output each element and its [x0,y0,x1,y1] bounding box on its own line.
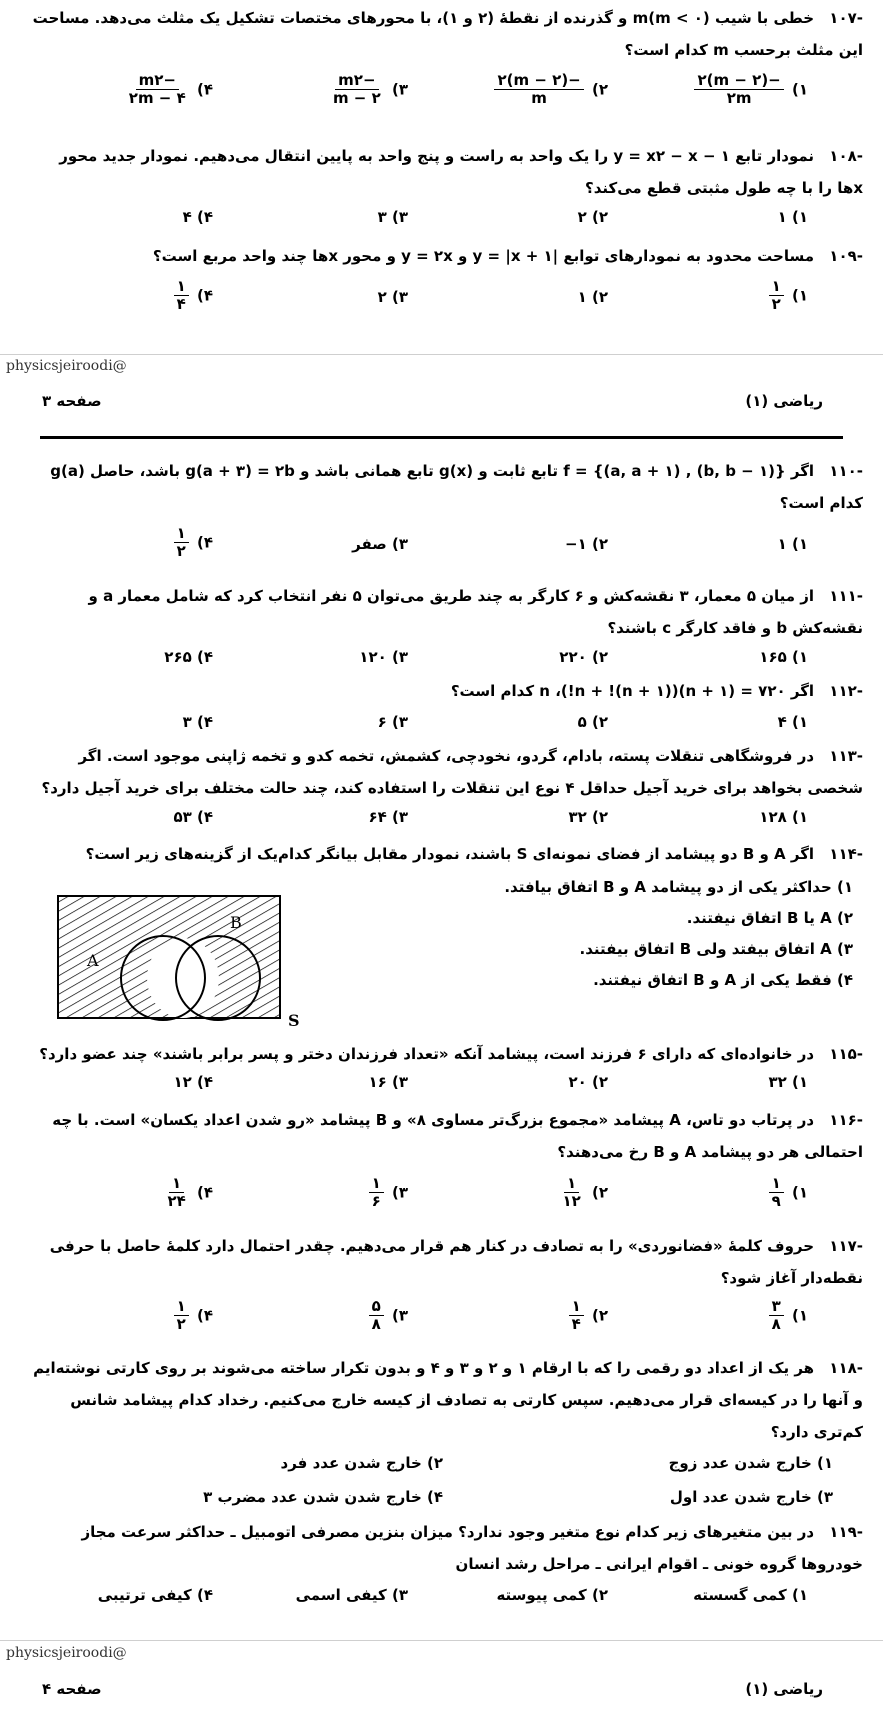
option-1: ۱) کمی گسسته [693,1586,808,1604]
option-4: ۴) ۱۲ [173,1073,213,1091]
question-116-options [30,1175,863,1225]
option-1: ۱) ۱۲۸ [759,808,808,826]
option-2: ۲) ۱ [577,288,608,306]
question-116: -۱۱۶ در پرتاب دو تاس، A پیشامد «مجموع بزرگ‌تر مساوی ۸» و B پیشامد «رو شدن اعداد یکسان» است. با چه احتمالی هر دو پیشامد A و B رخ می‌دهند؟ [52,1111,863,1161]
question-108: -۱۰۸ نمودار تابع y = x۲ − x − ۱ را یک واحد به راست و پنج واحد به پایین انتقال می‌دهیم. نمودار جدید محور xها را با چه طول مثبتی قطع می‌کند؟ [59,147,863,197]
question-112: -۱۱۲ اگر ۷۲۰ = (n + ۱)((n + ۱)! + n!)، n کدام است؟ [450,682,863,700]
option-3: ۳) خارج شدن عدد اول [669,1488,833,1506]
page-separator [0,354,883,355]
watermark: physicsjeiroodi@ [6,1645,127,1661]
question-111-options [30,648,863,678]
watermark: physicsjeiroodi@ [6,358,127,374]
option-1: ۱) خارج شدن عدد زوج [668,1454,833,1472]
option-4: ۴) $\frac{۱}{۲۴}$ [167,1174,213,1211]
question-113: -۱۱۳ در فروشگاهی تنقلات پسته، بادام، گردو، نخودچی، کشمش، تخمه کدو و تخمه ژاپنی موجود است. اگر شخصی بخواهد برای خرید آجیل حداقل ۴ نوع این تنقلات را استفاده کند، چند حالت مختلف برای خرید آجیل دارد؟ [41,747,863,797]
option-1: ۱) $\frac{۱}{۹}$ [766,1175,808,1211]
option-2: ۲) A یا B اتفاق نیفتند. [686,909,853,927]
option-1: ۱) ۱ [777,535,808,553]
option-3: ۳) ۲ [377,288,408,306]
option-2: ۲) ۲ [577,208,608,226]
option-2: ۲) خارج شدن عدد فرد [280,1454,443,1472]
question-110-options [30,525,863,575]
option-1: ۱) $\frac{۳}{۸}$ [766,1298,808,1334]
option-3: ۳) A اتفاق بیفتد ولی B اتفاق بیفتند. [579,940,853,958]
question-112-options [30,713,863,743]
option-3: ۳) $\frac{-m۲}{m - ۲}$ [332,71,408,108]
question-114-options [423,872,853,996]
question-117-options [30,1298,863,1348]
option-3: ۳) ۱۶ [368,1073,408,1091]
option-4: ۴) کیفی ترتیبی [97,1586,213,1604]
option-3: ۳) ۶۴ [368,808,408,826]
option-3: ۳) کیفی اسمی [295,1586,408,1604]
option-1: ۱) ۱۶۵ [759,648,808,666]
option-2: ۲) ۲۰ [568,1073,608,1091]
question-118: -۱۱۸ هر یک از اعداد دو رقمی را که با ارقام ۱ و ۲ و ۳ و ۴ و بدون تکرار ساخته می‌شوند بر روی کارتی نوشته‌ایم و آنها را در کیسه‌ای قرار می‌دهیم. سپس کارتی به تصادف از کیسه خارج می‌کنیم. رخداد کدام پیشامد شانس کم‌تری دارد؟ [33,1359,863,1441]
option-2: ۲) کمی پیوسته [496,1586,608,1604]
option-4: ۴) $\frac{۱}{۲}$ [171,1298,213,1334]
option-4: ۴) خارج شدن شدن عدد مضرب ۳ [203,1488,443,1506]
question-113-options [30,808,863,838]
option-1: ۱) ۳۲ [768,1073,808,1091]
question-108-options [30,208,863,238]
option-3: ۳) ۳ [377,208,408,226]
option-1: ۱) ۱ [777,208,808,226]
question-109-options [30,278,863,328]
question-109: -۱۰۹ مساحت محدود به نمودارهای توابع |y = |x + ۱ و y = ۲x و محور xها چند واحد مربع است؟ [152,247,863,265]
venn-label-s: S [288,1011,300,1028]
option-4: ۴) $\frac{۱}{۲}$ [171,525,213,561]
venn-diagram [50,888,310,1028]
option-4: ۴) ۵۳ [173,808,213,826]
option-4: ۴) ۳ [182,713,213,731]
option-1: ۱) $\frac{۱}{۲}$ [766,278,808,314]
option-2: ۲) ۲۲۰ [559,648,608,666]
option-4: ۴) ۲۶۵ [164,648,213,666]
option-2: ۲) ۵ [577,713,608,731]
venn-label-a: A [87,951,99,970]
header-page-number: صفحه ۳ [42,392,102,410]
question-111: -۱۱۱ از میان ۵ معمار، ۳ نقشه‌کش و ۶ کارگر به چند طریق می‌توان ۵ نفر انتخاب کرد که شامل معمار a و نقشه‌کش b و فاقد کارگر c باشند؟ [88,587,863,637]
option-2: ۲) $\frac{۱}{۴}$ [566,1298,608,1334]
question-107-options [30,72,863,122]
option-2: ۲) ۱− [565,535,608,553]
question-text: خطی با شیب (m < ۰)m و گذرنده از نقطهٔ (۲ و ۱)، با محورهای مختصات تشکیل یک مثلث می‌دهد. مساحت این مثلث برحسب m کدام است؟ [32,9,863,59]
question-119-options [30,1586,863,1616]
option-1: ۱) ۴ [777,713,808,731]
header-subject: ریاضی (۱) [745,392,823,410]
option-1: ۱) حداکثر یکی از دو پیشامد A و B اتفاق بیافتد. [504,878,853,896]
option-4: ۴) ۴ [182,208,213,226]
question-119: -۱۱۹ در بین متغیرهای زیر کدام نوع متغیر وجود ندارد؟ میزان بنزین مصرفی اتومبیل ـ حداکثر سرعت مجاز خودروها گروه خونی ـ اقوام ایرانی ـ مراحل رشد انسان [81,1523,863,1573]
option-3: ۳) ۶ [377,713,408,731]
option-2: ۲) $\frac{۱}{۱۲}$ [562,1174,608,1211]
question-107 [30,2,863,66]
option-3: ۳) $\frac{۱}{۶}$ [366,1175,408,1211]
option-4: ۴) $\frac{۱}{۴}$ [171,278,213,314]
option-3: ۳) ۱۲۰ [359,648,408,666]
option-1: ۱) $\frac{-(m - ۲)۲}{۲m}$ [691,72,808,108]
question-110: -۱۱۰ اگر f = {(a, a + ۱) , (b, b − ۱)} تابع ثابت و g(x) تابع همانی باشد و g(a + ۳) = ۲b باشد، حاصل g(a) کدام است؟ [50,462,863,512]
option-3: ۳) $\frac{۵}{۸}$ [366,1298,408,1334]
header-rule [40,436,843,439]
header-page-number: صفحه ۴ [42,1680,102,1698]
question-115-options [30,1073,863,1103]
option-2: ۲) ۳۲ [568,808,608,826]
option-3: ۳) صفر [352,535,408,553]
option-4: ۴) $\frac{-m۲}{۲m - ۴}$ [128,71,213,108]
question-115: -۱۱۵ در خانواده‌ای که دارای ۶ فرزند است، پیشامد آنکه «تعداد فرزندان دختر و پسر برابر باشند» چند عضو دارد؟ [39,1045,863,1063]
option-2: ۲) $\frac{-(m - ۲)۲}{m}$ [491,72,608,108]
question-117: -۱۱۷ حروف کلمهٔ «فضانوردی» را به تصادف در کنار هم قرار می‌دهیم. چقدر احتمال دارد کلمهٔ حاصل با حرفی نقطه‌دار آغاز شود؟ [49,1237,863,1287]
venn-label-b: B [230,913,242,932]
option-4: ۴) فقط یکی از A و B اتفاق نیفتند. [593,971,853,989]
question-114: -۱۱۴ اگر A و B دو پیشامد از فضای نمونه‌ای S باشند، نمودار مقابل بیانگر کدام‌یک از گزینه‌های زیر است؟ [85,845,863,863]
question-number: -۱۰۷ [829,9,863,27]
page-separator [0,1640,883,1641]
header-subject: ریاضی (۱) [745,1680,823,1698]
